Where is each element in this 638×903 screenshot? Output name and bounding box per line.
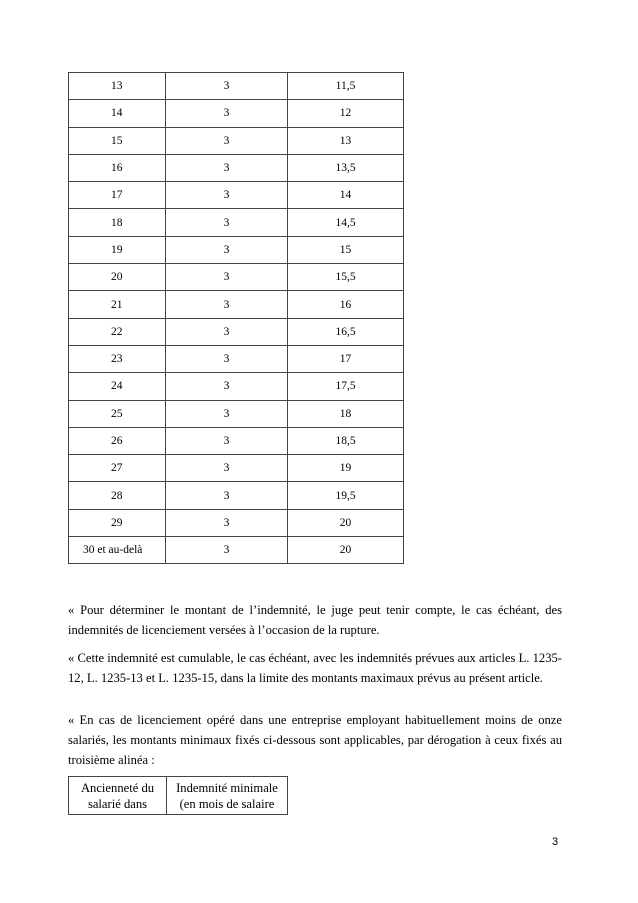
cell-anciennete: 27: [69, 455, 166, 482]
cell-minimum: 3: [166, 264, 288, 291]
table-row: [69, 100, 404, 127]
table-row: [69, 455, 404, 482]
table-row: [69, 537, 404, 564]
cell-anciennete: 26: [69, 427, 166, 454]
cell-maximum: 18,5: [288, 427, 404, 454]
table-row: [69, 264, 404, 291]
cell-maximum: 12: [288, 100, 404, 127]
cell-anciennete: 23: [69, 345, 166, 372]
cell-maximum: 19,5: [288, 482, 404, 509]
cell-minimum: 3: [166, 127, 288, 154]
cell-maximum: 13,5: [288, 154, 404, 181]
cell-minimum: 3: [166, 345, 288, 372]
cell-anciennete: 20: [69, 264, 166, 291]
cell-maximum: 20: [288, 537, 404, 564]
table-row: [69, 127, 404, 154]
cell-anciennete: 22: [69, 318, 166, 345]
indemnity-table: [68, 72, 404, 564]
minimum-indemnity-table-header: [68, 776, 288, 815]
table-row: [69, 400, 404, 427]
page-number: 3: [552, 836, 559, 848]
paragraph-cumulable: « Cette indemnité est cumulable, le cas échéant, avec les indemnités prévues aux articles L. 1235-12, L. 1235-13 et L. 1235-15, dans la limite des montants maximaux prévus au présent article.: [68, 651, 562, 685]
cell-maximum: 14: [288, 182, 404, 209]
paragraph-indemnite-montant: « Pour déterminer le montant de l’indemnité, le juge peut tenir compte, le cas échéant, des indemnités de licenciement versées à l’occasion de la rupture.: [68, 603, 562, 637]
cell-minimum: 3: [166, 236, 288, 263]
cell-minimum: 3: [166, 318, 288, 345]
table-row: [69, 154, 404, 181]
cell-minimum: 3: [166, 537, 288, 564]
cell-maximum: 17: [288, 345, 404, 372]
cell-minimum: 3: [166, 373, 288, 400]
cell-maximum: 16,5: [288, 318, 404, 345]
table-row: [69, 509, 404, 536]
cell-maximum: 16: [288, 291, 404, 318]
cell-anciennete: 28: [69, 482, 166, 509]
cell-anciennete: 24: [69, 373, 166, 400]
cell-minimum: 3: [166, 455, 288, 482]
cell-minimum: 3: [166, 482, 288, 509]
cell-anciennete: 30 et au-delà: [69, 537, 166, 564]
cell-maximum: 15,5: [288, 264, 404, 291]
cell-anciennete: 15: [69, 127, 166, 154]
cell-minimum: 3: [166, 291, 288, 318]
header-indemnite-minimale: Indemnité minimale (en mois de salaire: [167, 777, 288, 815]
cell-anciennete: 29: [69, 509, 166, 536]
cell-anciennete: 18: [69, 209, 166, 236]
cell-minimum: 3: [166, 154, 288, 181]
cell-minimum: 3: [166, 209, 288, 236]
cell-maximum: 15: [288, 236, 404, 263]
cell-maximum: 14,5: [288, 209, 404, 236]
table-row: [69, 427, 404, 454]
table-row: [69, 345, 404, 372]
table-row: [69, 318, 404, 345]
table-row: [69, 373, 404, 400]
cell-maximum: 17,5: [288, 373, 404, 400]
cell-maximum: 11,5: [288, 73, 404, 100]
cell-maximum: 18: [288, 400, 404, 427]
cell-anciennete: 21: [69, 291, 166, 318]
cell-anciennete: 14: [69, 100, 166, 127]
cell-anciennete: 13: [69, 73, 166, 100]
table-row: [69, 73, 404, 100]
cell-anciennete: 17: [69, 182, 166, 209]
cell-anciennete: 16: [69, 154, 166, 181]
cell-minimum: 3: [166, 100, 288, 127]
paragraph-moins-onze-salaries: « En cas de licenciement opéré dans une entreprise employant habituellement moins de onze salariés, les montants minimaux fixés ci-dessous sont applicables, par dérogation à ceux fixés au troisième alinéa :: [68, 713, 562, 767]
table-row: [69, 291, 404, 318]
table-row: [69, 236, 404, 263]
cell-maximum: 13: [288, 127, 404, 154]
cell-anciennete: 25: [69, 400, 166, 427]
table-header-row: [69, 777, 288, 815]
cell-minimum: 3: [166, 427, 288, 454]
table-row: [69, 482, 404, 509]
cell-minimum: 3: [166, 400, 288, 427]
cell-minimum: 3: [166, 182, 288, 209]
cell-maximum: 20: [288, 509, 404, 536]
cell-anciennete: 19: [69, 236, 166, 263]
cell-minimum: 3: [166, 509, 288, 536]
header-anciennete: Ancienneté du salarié dans: [69, 777, 167, 815]
cell-minimum: 3: [166, 73, 288, 100]
cell-maximum: 19: [288, 455, 404, 482]
table-row: [69, 182, 404, 209]
table-row: [69, 209, 404, 236]
